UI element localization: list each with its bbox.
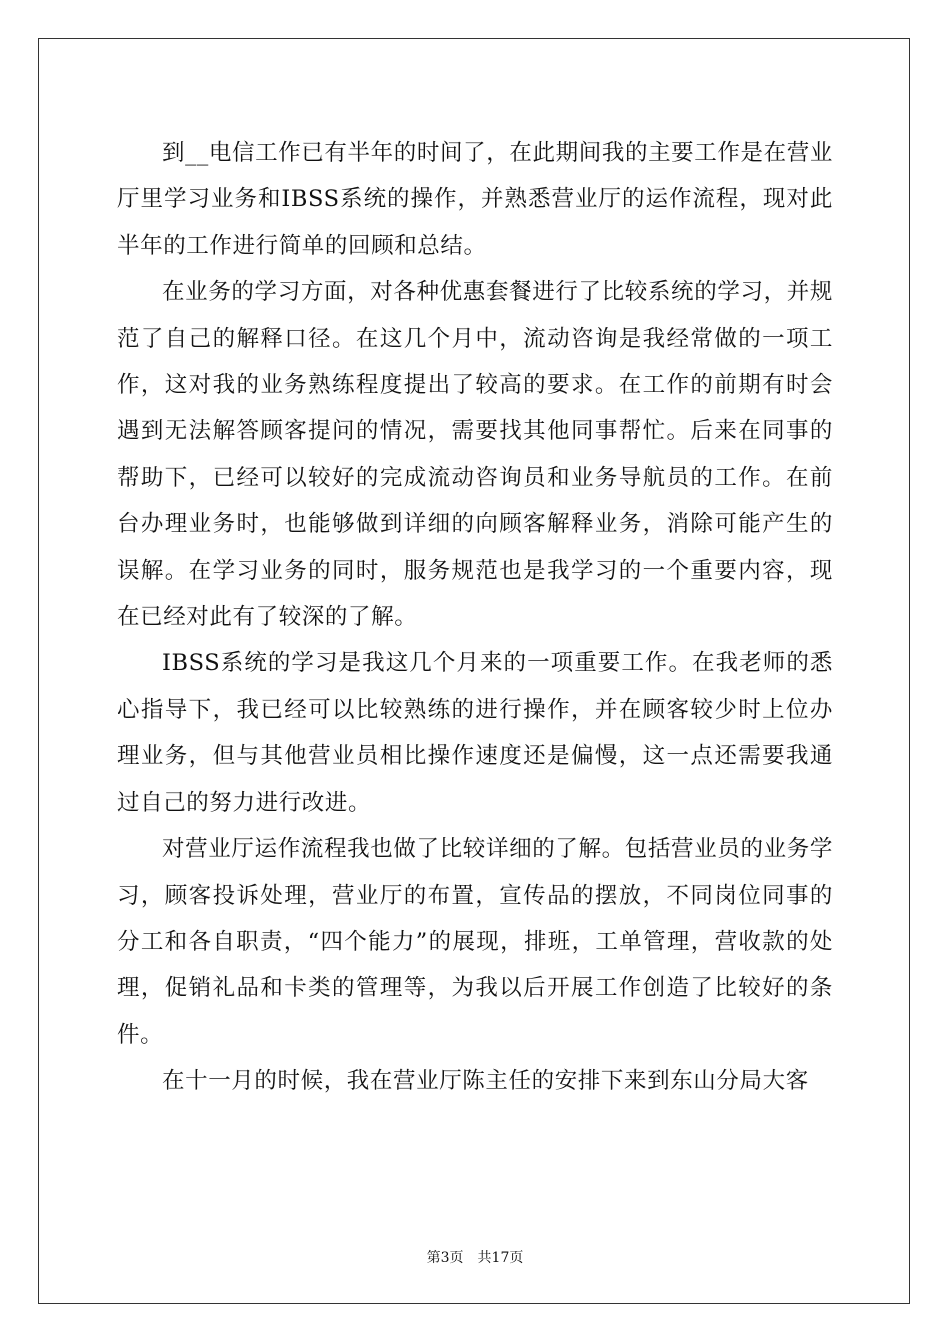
page-number: 第3页 xyxy=(426,1250,464,1266)
page-footer xyxy=(0,1247,950,1267)
paragraph-workflow: 对营业厅运作流程我也做了比较详细的了解。包括营业员的业务学习，顾客投诉处理，营业厅的布置，宣传品的摆放，不同岗位同事的分工和各自职责，“四个能力”的展现，排班，工单管理，营收款的处理，促销礼品和卡类的管理等，为我以后开展工作创造了比较好的条件。 xyxy=(117,836,833,1048)
page-total: 共17页 xyxy=(477,1250,524,1266)
document-body xyxy=(117,130,833,1105)
paragraph-november: 在十一月的时候，我在营业厅陈主任的安排下来到东山分局大客 xyxy=(162,1068,809,1095)
paragraph-intro: 到__电信工作已有半年的时间了，在此期间我的主要工作是在营业厅里学习业务和IBSS系统的操作，并熟悉营业厅的运作流程，现对此半年的工作进行简单的回顾和总结。 xyxy=(117,140,833,259)
paragraph-ibss-study: IBSS系统的学习是我这几个月来的一项重要工作。在我老师的悉心指导下，我已经可以比较熟练的进行操作，并在顾客较少时上位办理业务，但与其他营业员相比操作速度还是偏慢，这一点还需要我通过自己的努力进行改进。 xyxy=(117,650,833,816)
paragraph-business-study: 在业务的学习方面，对各种优惠套餐进行了比较系统的学习，并规范了自己的解释口径。在这几个月中，流动咨询是我经常做的一项工作，这对我的业务熟练程度提出了较高的要求。在工作的前期有时会遇到无法解答顾客提问的情况，需要找其他同事帮忙。后来在同事的帮助下，已经可以较好的完成流动咨询员和业务导航员的工作。在前台办理业务时，也能够做到详细的向顾客解释业务，消除可能产生的误解。在学习业务的同时，服务规范也是我学习的一个重要内容，现在已经对此有了较深的了解。 xyxy=(117,279,833,631)
